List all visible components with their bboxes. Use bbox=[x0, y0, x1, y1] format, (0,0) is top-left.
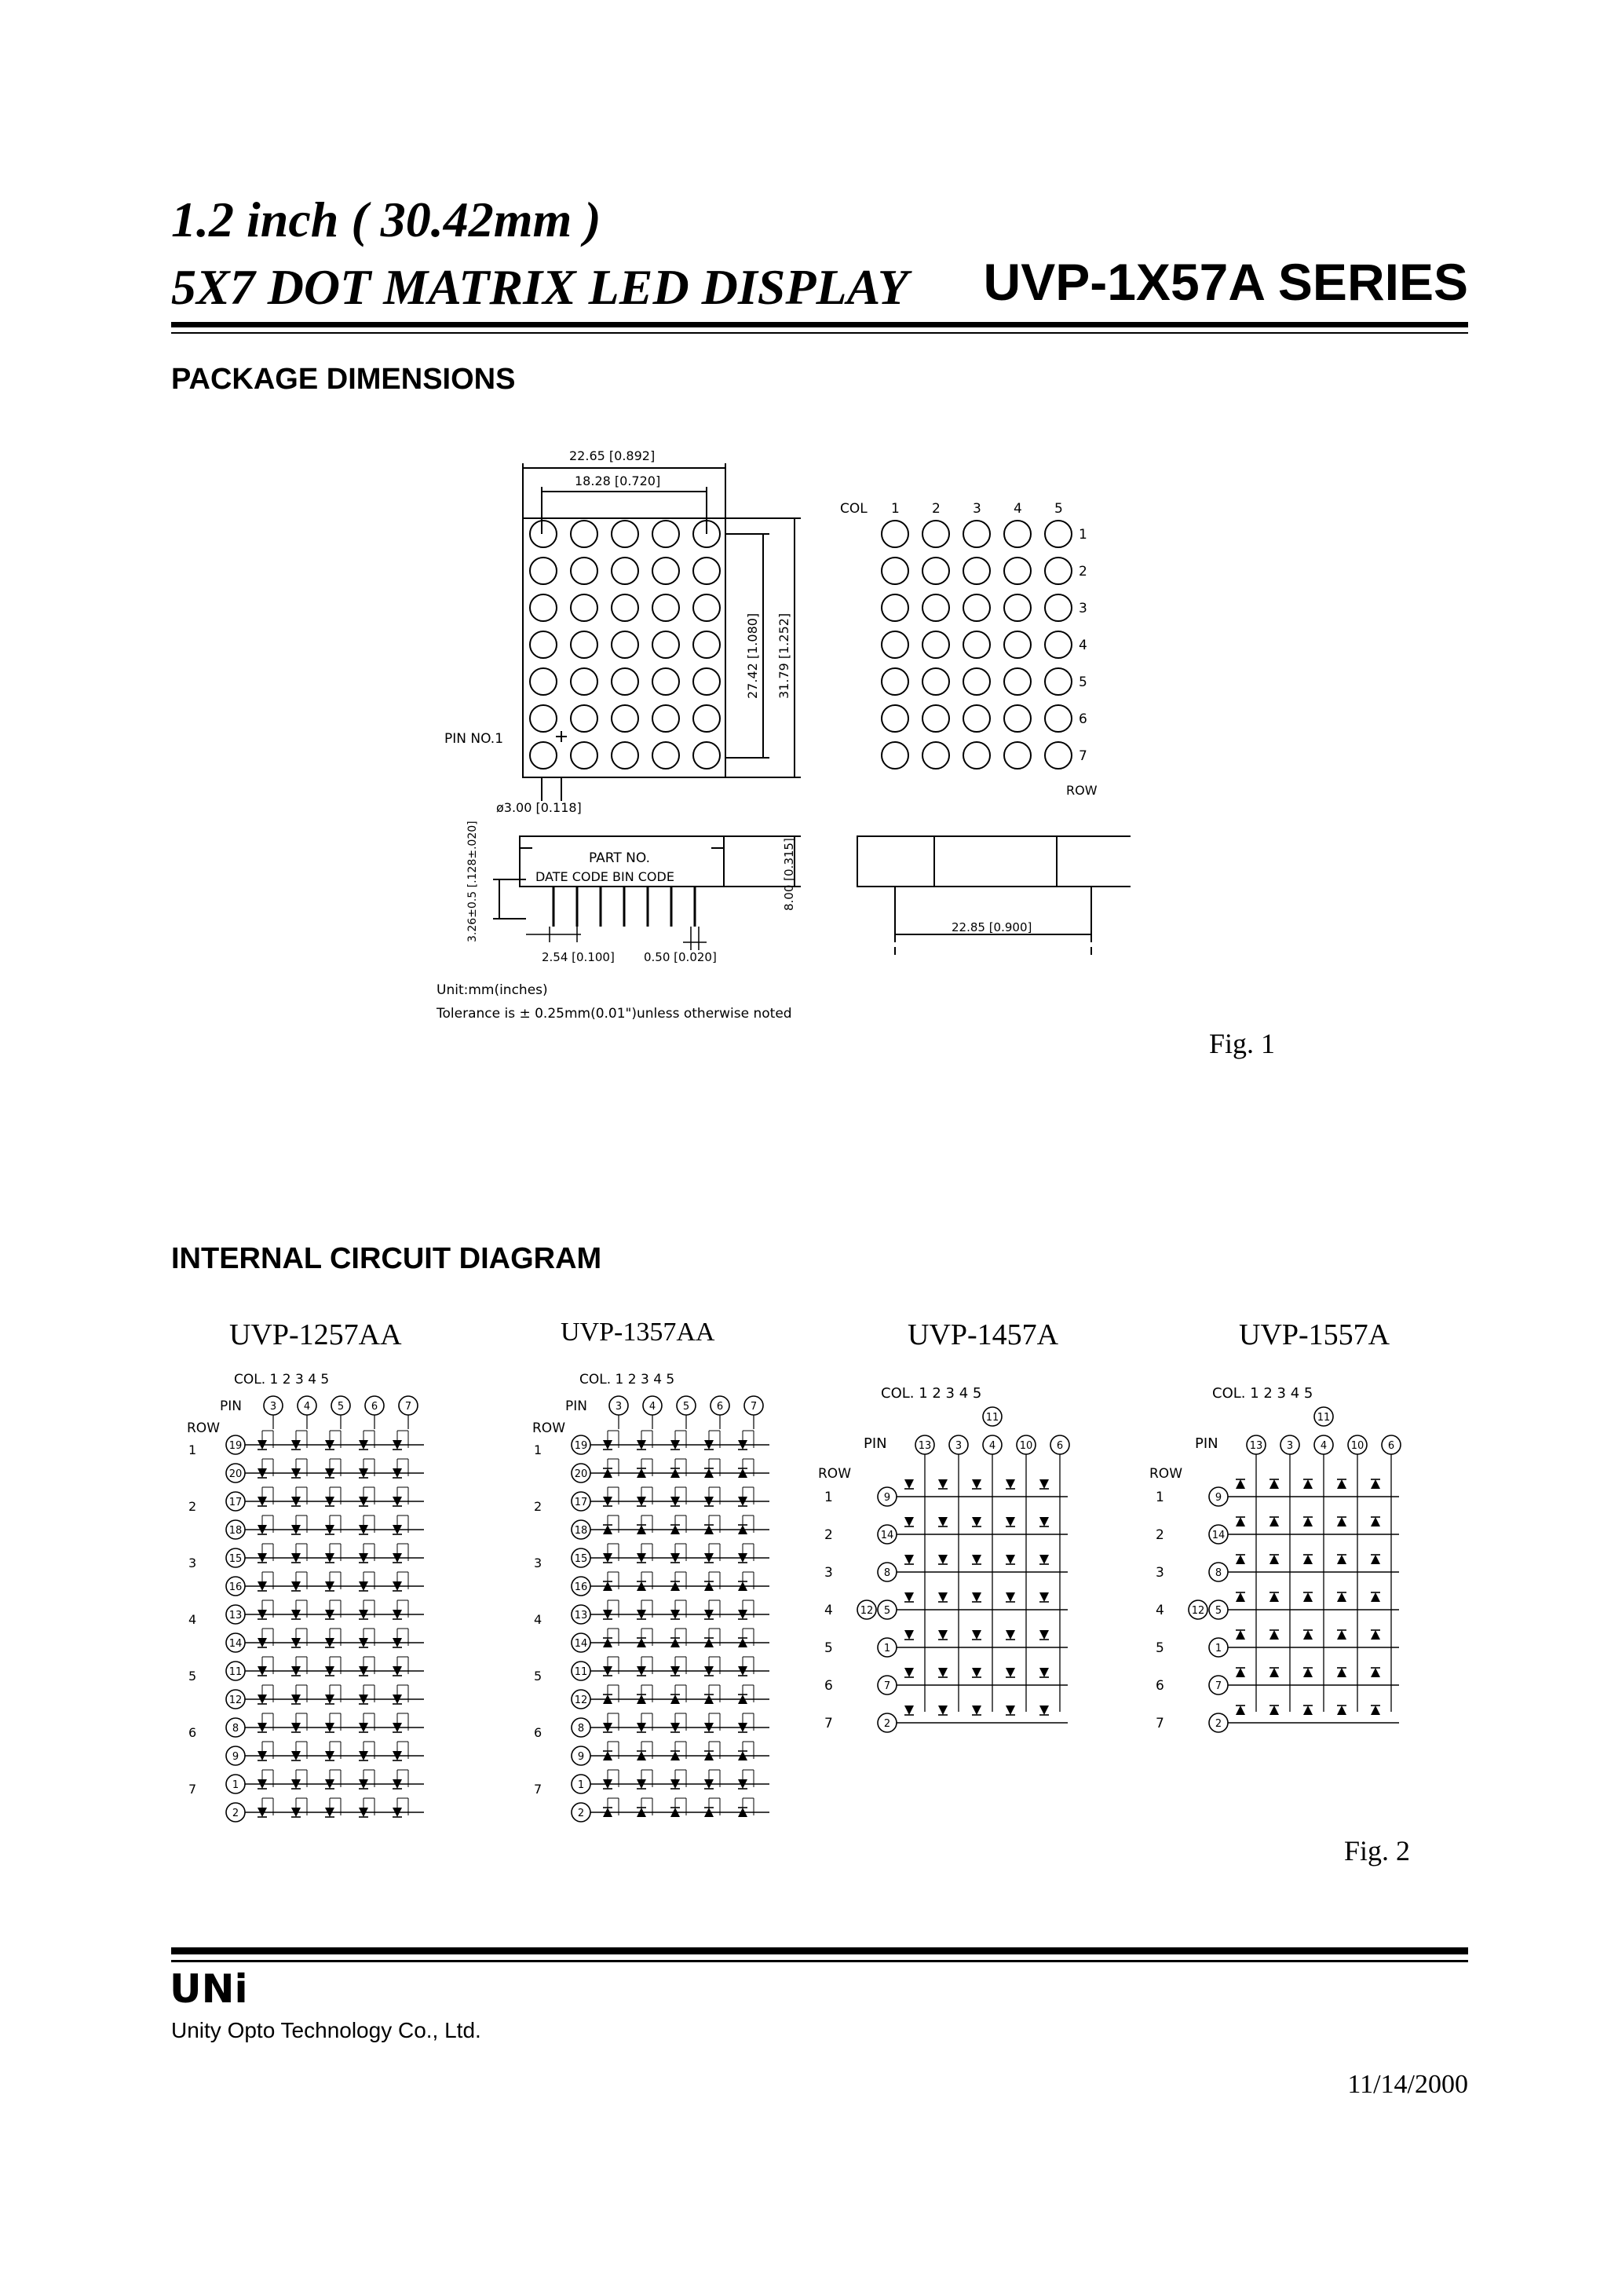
led-diode bbox=[1337, 1517, 1346, 1526]
led-diode bbox=[904, 1517, 914, 1526]
row-number: 4 bbox=[188, 1612, 197, 1627]
col-number: 3 bbox=[973, 501, 981, 517]
pin-number: 3 bbox=[955, 1440, 963, 1452]
pin-view-dot bbox=[1045, 742, 1072, 769]
pin-number: 7 bbox=[883, 1680, 891, 1692]
col-label: COL bbox=[840, 501, 868, 517]
dim-height-inner: 27.42 [1.080] bbox=[745, 612, 760, 699]
pin-view-dot bbox=[1004, 705, 1031, 732]
row-number: 4 bbox=[1156, 1603, 1164, 1618]
led-diode bbox=[1337, 1668, 1346, 1677]
row-number: 5 bbox=[188, 1669, 197, 1684]
matrix-dot bbox=[571, 668, 597, 695]
pin-view-dot bbox=[1004, 742, 1031, 769]
circuit-title-1557a: UVP-1557A bbox=[1239, 1318, 1390, 1351]
led-diode bbox=[1269, 1592, 1279, 1602]
row-number: 5 bbox=[534, 1669, 542, 1684]
dim-pin-width: 0.50 [0.020] bbox=[644, 950, 717, 964]
pin-number: 7 bbox=[750, 1401, 758, 1413]
matrix-dot bbox=[530, 521, 557, 547]
pin-number: 18 bbox=[574, 1525, 588, 1537]
pin-view-dot bbox=[922, 594, 949, 621]
row-number: 1 bbox=[188, 1442, 197, 1457]
title-size: 1.2 inch ( 30.42mm ) bbox=[171, 192, 601, 247]
circuit-1457a bbox=[809, 1366, 1138, 1775]
led-diode bbox=[1236, 1479, 1245, 1489]
pin-number: 15 bbox=[574, 1553, 588, 1565]
led-diode bbox=[1039, 1668, 1049, 1677]
matrix-dot bbox=[612, 558, 638, 584]
col-header: COL. 1 2 3 4 5 bbox=[579, 1372, 675, 1387]
row-number: 3 bbox=[534, 1556, 542, 1570]
led-diode bbox=[1303, 1592, 1313, 1602]
circuit-1257aa bbox=[181, 1366, 471, 1853]
pin-view-dot bbox=[1045, 521, 1072, 547]
led-diode bbox=[904, 1706, 914, 1715]
led-diode bbox=[1236, 1555, 1245, 1564]
matrix-dot bbox=[693, 594, 720, 621]
pin-view-dot bbox=[963, 631, 990, 658]
pin-number: 19 bbox=[574, 1440, 588, 1452]
pin-number: 5 bbox=[1215, 1605, 1222, 1617]
pin-view-dot bbox=[963, 594, 990, 621]
led-diode bbox=[1269, 1479, 1279, 1489]
document-date: 11/14/2000 bbox=[1347, 2070, 1468, 2099]
pin-number: 10 bbox=[1019, 1440, 1033, 1452]
pin-number: 6 bbox=[371, 1401, 378, 1413]
led-diode bbox=[1303, 1668, 1313, 1677]
led-diode bbox=[1006, 1517, 1015, 1526]
circuit-1557a bbox=[1140, 1366, 1470, 1775]
matrix-dot bbox=[571, 742, 597, 769]
matrix-dot bbox=[530, 705, 557, 732]
matrix-dot bbox=[652, 705, 679, 732]
row-number: 6 bbox=[534, 1725, 542, 1740]
pin-number: 14 bbox=[574, 1638, 588, 1650]
pin-label: PIN bbox=[864, 1435, 887, 1452]
led-diode bbox=[1269, 1517, 1279, 1526]
pin-number: 8 bbox=[232, 1723, 239, 1735]
pin-number: 16 bbox=[228, 1581, 243, 1593]
pin-label: PIN bbox=[1195, 1435, 1218, 1452]
led-diode bbox=[1337, 1630, 1346, 1640]
pin-number: 14 bbox=[880, 1530, 894, 1541]
led-diode bbox=[972, 1592, 981, 1602]
dim-height-outer: 31.79 [1.252] bbox=[776, 612, 791, 699]
matrix-dot bbox=[571, 631, 597, 658]
row-number: 5 bbox=[824, 1640, 833, 1656]
matrix-dot bbox=[693, 742, 720, 769]
pin-view-dot bbox=[1045, 558, 1072, 584]
uni-logo bbox=[170, 1968, 279, 2007]
led-diode bbox=[1236, 1592, 1245, 1602]
unit-note: Unit:mm(inches) bbox=[437, 982, 548, 998]
pin-view-dot bbox=[922, 521, 949, 547]
led-diode bbox=[1039, 1630, 1049, 1640]
led-diode bbox=[972, 1668, 981, 1677]
pin-number: 2 bbox=[577, 1808, 585, 1819]
row-number: 1 bbox=[534, 1442, 542, 1457]
dot-diameter: ø3.00 [0.118] bbox=[496, 800, 582, 815]
dim-depth: 8.00 [0.315] bbox=[782, 838, 796, 911]
led-diode bbox=[1371, 1517, 1380, 1526]
row-number: 7 bbox=[188, 1782, 197, 1797]
matrix-dot bbox=[652, 742, 679, 769]
pin-number: 13 bbox=[574, 1610, 588, 1621]
matrix-dot bbox=[530, 558, 557, 584]
col-header: COL. 1 2 3 4 5 bbox=[1212, 1385, 1313, 1402]
led-diode bbox=[1006, 1479, 1015, 1489]
pin-number: 11 bbox=[985, 1412, 999, 1424]
col-number: 5 bbox=[1054, 501, 1063, 517]
pin-number: 14 bbox=[228, 1638, 243, 1650]
pin-number: 6 bbox=[716, 1401, 724, 1413]
row-label: ROW bbox=[187, 1420, 221, 1436]
led-diode bbox=[938, 1479, 948, 1489]
pin-number: 16 bbox=[574, 1581, 588, 1593]
row-number: 6 bbox=[1079, 711, 1087, 727]
row-number: 7 bbox=[1156, 1716, 1164, 1731]
pin-view-dot bbox=[1004, 594, 1031, 621]
led-diode bbox=[1006, 1706, 1015, 1715]
led-diode bbox=[1269, 1630, 1279, 1640]
pin-number: 1 bbox=[577, 1779, 585, 1791]
pin-view-dot bbox=[963, 742, 990, 769]
led-diode bbox=[1039, 1479, 1049, 1489]
matrix-dot bbox=[652, 558, 679, 584]
pin-number: 1 bbox=[883, 1643, 891, 1654]
led-diode bbox=[1371, 1630, 1380, 1640]
side-view-body bbox=[857, 836, 1131, 887]
led-diode bbox=[972, 1479, 981, 1489]
row-number: 4 bbox=[1079, 638, 1087, 653]
pin-number: 4 bbox=[303, 1401, 311, 1413]
pin-number: 19 bbox=[228, 1440, 243, 1452]
circuit-title-1257aa: UVP-1257AA bbox=[229, 1318, 402, 1351]
matrix-dot bbox=[571, 705, 597, 732]
led-diode bbox=[938, 1706, 948, 1715]
led-diode bbox=[1303, 1555, 1313, 1564]
pin-number: 8 bbox=[883, 1567, 891, 1579]
matrix-dot bbox=[612, 631, 638, 658]
figure-2-label: Fig. 2 bbox=[1344, 1835, 1411, 1866]
pin-view-dot bbox=[1004, 631, 1031, 658]
row-number: 5 bbox=[1156, 1640, 1164, 1656]
matrix-dot bbox=[693, 668, 720, 695]
led-diode bbox=[1039, 1517, 1049, 1526]
pin-number: 1 bbox=[232, 1779, 239, 1791]
pin-number: 12 bbox=[860, 1605, 874, 1617]
led-diode bbox=[938, 1517, 948, 1526]
led-diode bbox=[1269, 1706, 1279, 1715]
led-diode bbox=[938, 1630, 948, 1640]
pin-number: 12 bbox=[574, 1695, 588, 1706]
row-label: ROW bbox=[532, 1420, 566, 1436]
pin-number: 4 bbox=[1320, 1440, 1328, 1452]
led-diode bbox=[1337, 1555, 1346, 1564]
pin-number: 11 bbox=[574, 1666, 588, 1678]
led-diode bbox=[1006, 1592, 1015, 1602]
pin-view-dot bbox=[882, 742, 908, 769]
section-internal-circuit: INTERNAL CIRCUIT DIAGRAM bbox=[171, 1242, 602, 1275]
pin-view-dot bbox=[922, 742, 949, 769]
led-diode bbox=[1006, 1555, 1015, 1564]
pin-number: 2 bbox=[883, 1718, 891, 1730]
row-number: 1 bbox=[1156, 1490, 1164, 1505]
dim-width-inner: 18.28 [0.720] bbox=[575, 473, 661, 488]
led-diode bbox=[1371, 1706, 1380, 1715]
pin-number: 3 bbox=[269, 1401, 277, 1413]
pin-number: 17 bbox=[228, 1497, 243, 1508]
dim-side: 22.85 [0.900] bbox=[952, 920, 1032, 934]
pin-number: 13 bbox=[918, 1440, 932, 1452]
date-bin-code: DATE CODE BIN CODE bbox=[535, 869, 674, 884]
pin-view-dot bbox=[1004, 521, 1031, 547]
matrix-dot bbox=[612, 668, 638, 695]
matrix-dot bbox=[693, 558, 720, 584]
row-number: 7 bbox=[824, 1716, 833, 1731]
led-diode bbox=[1337, 1479, 1346, 1489]
led-diode bbox=[1337, 1706, 1346, 1715]
pin-view-dot bbox=[882, 631, 908, 658]
pin-number: 7 bbox=[1215, 1680, 1222, 1692]
matrix-dot bbox=[530, 631, 557, 658]
pin-number: 12 bbox=[1191, 1605, 1205, 1617]
matrix-dot bbox=[693, 705, 720, 732]
pin-number: 11 bbox=[1317, 1412, 1331, 1424]
pin-number: 20 bbox=[574, 1468, 588, 1480]
led-diode bbox=[1039, 1592, 1049, 1602]
led-diode bbox=[1269, 1555, 1279, 1564]
pin-view-dot bbox=[1045, 668, 1072, 695]
pin-number: 12 bbox=[228, 1695, 243, 1706]
pin-view-dot bbox=[882, 521, 908, 547]
matrix-dot bbox=[530, 742, 557, 769]
matrix-dot bbox=[530, 668, 557, 695]
led-diode bbox=[1006, 1630, 1015, 1640]
row-number: 4 bbox=[824, 1603, 833, 1618]
led-diode bbox=[1303, 1479, 1313, 1489]
led-diode bbox=[1303, 1517, 1313, 1526]
company-name: Unity Opto Technology Co., Ltd. bbox=[171, 2018, 481, 2042]
led-diode bbox=[1303, 1706, 1313, 1715]
pin-view-dot bbox=[1045, 631, 1072, 658]
led-diode bbox=[1006, 1668, 1015, 1677]
pin-view-dot bbox=[1004, 558, 1031, 584]
row-number: 2 bbox=[1156, 1527, 1164, 1543]
pin-number: 9 bbox=[232, 1751, 239, 1763]
pin-number: 9 bbox=[883, 1492, 891, 1504]
matrix-dot bbox=[612, 594, 638, 621]
pin-view-dot bbox=[963, 668, 990, 695]
led-diode bbox=[972, 1517, 981, 1526]
row-number: 3 bbox=[824, 1565, 833, 1581]
matrix-dot bbox=[693, 631, 720, 658]
pin-number: 11 bbox=[228, 1666, 243, 1678]
led-diode bbox=[1337, 1592, 1346, 1602]
row-number: 2 bbox=[1079, 564, 1087, 579]
dim-pitch: 2.54 [0.100] bbox=[542, 950, 615, 964]
pin-view-dot bbox=[882, 705, 908, 732]
pin-number: 20 bbox=[228, 1468, 243, 1480]
row-label: ROW bbox=[1149, 1466, 1183, 1482]
dim-lead: 3.26±0.5 [.128±.020] bbox=[466, 821, 479, 942]
svg-text:UNi: UNi bbox=[170, 1968, 248, 2007]
led-diode bbox=[972, 1555, 981, 1564]
pin-number: 1 bbox=[1215, 1643, 1222, 1654]
part-no: PART NO. bbox=[589, 850, 650, 866]
led-diode bbox=[1269, 1668, 1279, 1677]
row-label: ROW bbox=[818, 1466, 852, 1482]
row-number: 5 bbox=[1079, 675, 1087, 690]
pin-view-dot bbox=[963, 521, 990, 547]
pin-number: 17 bbox=[574, 1497, 588, 1508]
col-number: 2 bbox=[932, 501, 941, 517]
pin-view-dot bbox=[1004, 668, 1031, 695]
tolerance-note: Tolerance is ± 0.25mm(0.01")unless otherwise noted bbox=[437, 1006, 792, 1022]
pin-number: 18 bbox=[228, 1525, 243, 1537]
led-diode bbox=[1236, 1517, 1245, 1526]
matrix-dot bbox=[652, 631, 679, 658]
pin-view-dot bbox=[922, 668, 949, 695]
col-number: 4 bbox=[1014, 501, 1022, 517]
figure-1-label: Fig. 1 bbox=[1209, 1028, 1276, 1059]
led-diode bbox=[904, 1555, 914, 1564]
pin-label: PIN bbox=[565, 1398, 587, 1414]
led-diode bbox=[1371, 1668, 1380, 1677]
led-diode bbox=[904, 1592, 914, 1602]
footer-rule bbox=[171, 1947, 1468, 1954]
led-diode bbox=[1039, 1706, 1049, 1715]
pin-view-dot bbox=[922, 705, 949, 732]
header-rule bbox=[171, 322, 1468, 327]
row-number: 4 bbox=[534, 1612, 542, 1627]
led-diode bbox=[904, 1630, 914, 1640]
circuit-title-1357aa: UVP-1357AA bbox=[561, 1318, 715, 1347]
section-package-dimensions: PACKAGE DIMENSIONS bbox=[171, 363, 516, 396]
pin-view-dot bbox=[963, 558, 990, 584]
row-number: 7 bbox=[534, 1782, 542, 1797]
row-number: 2 bbox=[824, 1527, 833, 1543]
pin-view-dot bbox=[963, 705, 990, 732]
row-number: 3 bbox=[188, 1556, 197, 1570]
row-number: 2 bbox=[188, 1499, 197, 1514]
led-diode bbox=[938, 1668, 948, 1677]
matrix-dot bbox=[652, 668, 679, 695]
pin-number: 5 bbox=[682, 1401, 690, 1413]
pin-number: 13 bbox=[228, 1610, 243, 1621]
led-diode bbox=[972, 1706, 981, 1715]
pin-number: 9 bbox=[577, 1751, 585, 1763]
pin-number: 3 bbox=[1286, 1440, 1294, 1452]
matrix-dot bbox=[530, 594, 557, 621]
matrix-dot bbox=[612, 705, 638, 732]
led-diode bbox=[1236, 1630, 1245, 1640]
row-number: 3 bbox=[1079, 601, 1087, 616]
row-number: 1 bbox=[824, 1490, 833, 1505]
pin-number: 5 bbox=[337, 1401, 345, 1413]
title-product: 5X7 DOT MATRIX LED DISPLAY bbox=[171, 259, 908, 315]
matrix-dot bbox=[571, 521, 597, 547]
row-number: 6 bbox=[824, 1678, 833, 1694]
led-diode bbox=[904, 1479, 914, 1489]
pin-view-dot bbox=[882, 594, 908, 621]
pin-number: 4 bbox=[648, 1401, 656, 1413]
row-number: 7 bbox=[1079, 748, 1087, 764]
circuit-title-1457a: UVP-1457A bbox=[908, 1318, 1059, 1351]
matrix-dot bbox=[652, 521, 679, 547]
pin-no1-label: PIN NO.1 bbox=[444, 731, 504, 747]
package-drawing bbox=[424, 440, 1131, 1044]
pin-number: 6 bbox=[1387, 1440, 1395, 1452]
matrix-dot bbox=[612, 742, 638, 769]
pin-number: 8 bbox=[1215, 1567, 1222, 1579]
pin-view-dot bbox=[1045, 705, 1072, 732]
pin-number: 15 bbox=[228, 1553, 243, 1565]
led-diode bbox=[1236, 1706, 1245, 1715]
row-label: ROW bbox=[1066, 783, 1098, 798]
pin-number: 13 bbox=[1249, 1440, 1263, 1452]
led-diode bbox=[1303, 1630, 1313, 1640]
led-diode bbox=[1371, 1555, 1380, 1564]
dim-width-outer: 22.65 [0.892] bbox=[569, 448, 656, 463]
pin-view-dot bbox=[922, 631, 949, 658]
led-diode bbox=[938, 1592, 948, 1602]
pin-view-dot bbox=[922, 558, 949, 584]
pin-number: 3 bbox=[615, 1401, 623, 1413]
led-diode bbox=[1371, 1479, 1380, 1489]
pin-number: 6 bbox=[1056, 1440, 1064, 1452]
matrix-dot bbox=[571, 558, 597, 584]
matrix-dot bbox=[652, 594, 679, 621]
pin-view-dot bbox=[882, 668, 908, 695]
led-diode bbox=[1039, 1555, 1049, 1564]
led-diode bbox=[938, 1555, 948, 1564]
row-number: 6 bbox=[188, 1725, 197, 1740]
matrix-dot bbox=[612, 521, 638, 547]
led-diode bbox=[1371, 1592, 1380, 1602]
circuit-1357aa bbox=[526, 1366, 816, 1853]
pin-view-dot bbox=[882, 558, 908, 584]
row-number: 2 bbox=[534, 1499, 542, 1514]
footer-rule-thin bbox=[171, 1960, 1468, 1962]
pin-number: 7 bbox=[404, 1401, 412, 1413]
row-number: 6 bbox=[1156, 1678, 1164, 1694]
pin-number: 10 bbox=[1350, 1440, 1364, 1452]
pin-label: PIN bbox=[220, 1398, 242, 1414]
pin-number: 2 bbox=[232, 1808, 239, 1819]
row-number: 3 bbox=[1156, 1565, 1164, 1581]
pin-number: 14 bbox=[1211, 1530, 1226, 1541]
led-diode bbox=[972, 1630, 981, 1640]
pin-number: 5 bbox=[883, 1605, 891, 1617]
pin-number: 8 bbox=[577, 1723, 585, 1735]
pin-number: 2 bbox=[1215, 1718, 1222, 1730]
col-number: 1 bbox=[891, 501, 900, 517]
row-number: 1 bbox=[1079, 527, 1087, 543]
col-header: COL. 1 2 3 4 5 bbox=[234, 1372, 330, 1387]
series-name: UVP-1X57A SERIES bbox=[983, 253, 1468, 311]
pin-number: 9 bbox=[1215, 1492, 1222, 1504]
led-diode bbox=[904, 1668, 914, 1677]
col-header: COL. 1 2 3 4 5 bbox=[881, 1385, 982, 1402]
matrix-dot bbox=[571, 594, 597, 621]
pin-view-dot bbox=[1045, 594, 1072, 621]
header-rule-thin bbox=[171, 332, 1468, 334]
pin-number: 4 bbox=[988, 1440, 996, 1452]
led-diode bbox=[1236, 1668, 1245, 1677]
